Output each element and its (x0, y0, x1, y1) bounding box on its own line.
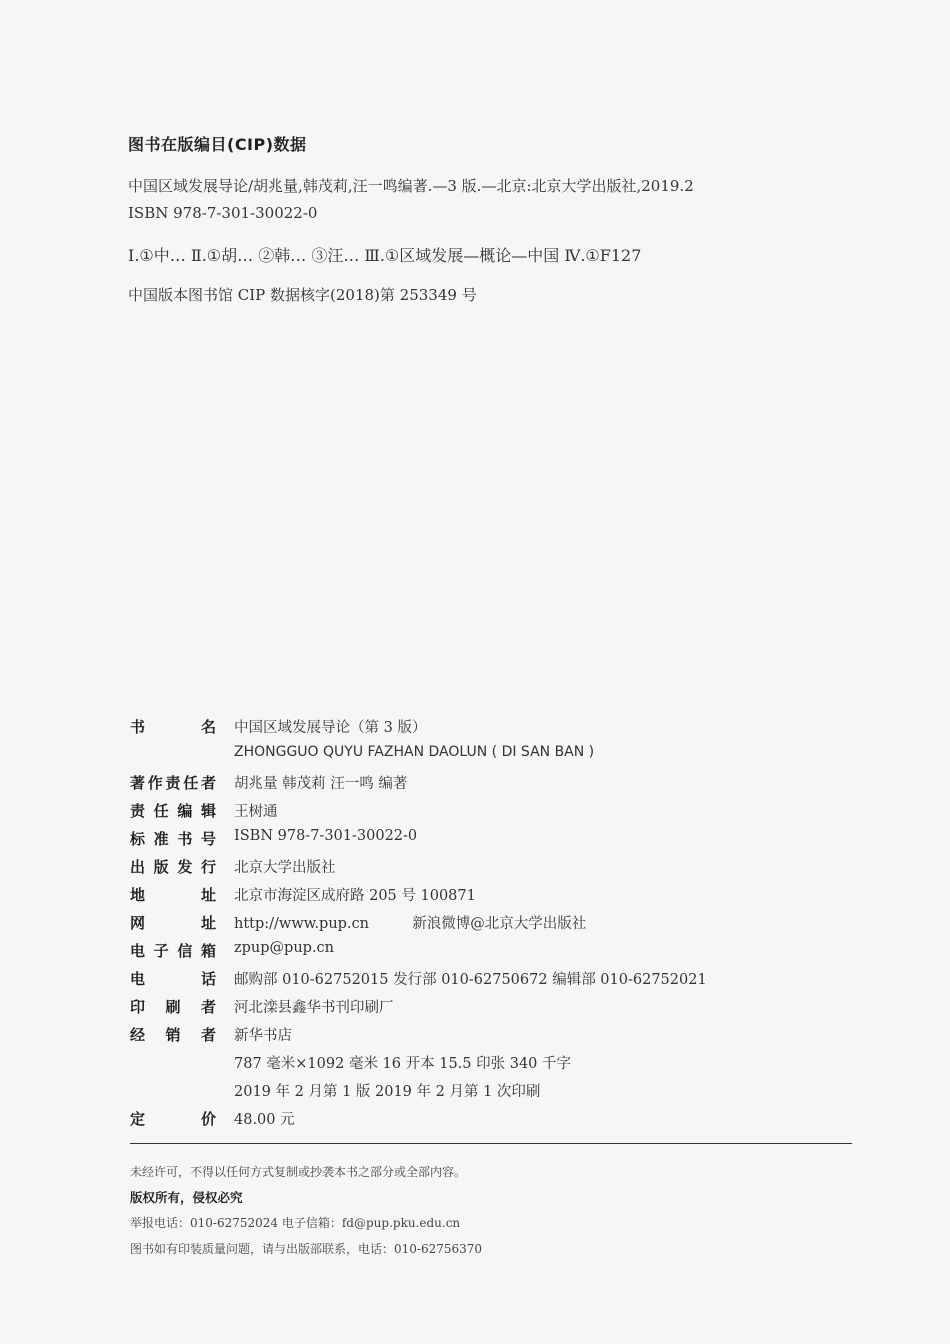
format-value: 787 毫米×1092 毫米 16 开本 15.5 印张 340 千字 (234, 1056, 572, 1072)
isbn-label: 标 准 书 号 (130, 830, 216, 848)
publisher-value: 北京大学出版社 (234, 860, 336, 876)
printer-label: 印 刷 者 (130, 998, 216, 1016)
copy-prohibition-notice: 未经许可，不得以任何方式复制或抄袭本书之部分或全部内容。 (130, 1165, 467, 1179)
address-value: 北京市海淀区成府路 205 号 100871 (234, 888, 476, 904)
divider-line (130, 1143, 852, 1144)
distributor-label: 经 销 者 (130, 1026, 216, 1044)
cip-isbn-line: ISBN 978-7-301-30022-0 (128, 204, 318, 222)
book-name-label: 书 名 (130, 718, 216, 736)
phone-value: 邮购部 010-62752015 发行部 010-62750672 编辑部 010-62752021 (234, 972, 707, 988)
book-name-pinyin: ZHONGGUO QUYU FAZHAN DAOLUN ( DI SAN BAN ) (234, 744, 595, 760)
email-label: 电 子 信 箱 (130, 942, 216, 960)
cip-classification-line: Ⅰ.①中… Ⅱ.①胡… ②韩… ③汪… Ⅲ.①区域发展—概论—中国 Ⅳ.①F127 (128, 246, 642, 265)
cip-bibliographic-line: 中国区域发展导论/胡兆量,韩茂莉,汪一鸣编著.—3 版.—北京:北京大学出版社,2019.2 (128, 177, 694, 195)
publisher-label: 出 版 发 行 (130, 858, 216, 876)
weibo-handle: 新浪微博@北京大学出版社 (412, 916, 587, 932)
phone-label: 电 话 (130, 970, 216, 988)
address-label: 地 址 (130, 886, 216, 904)
copyright-notice: 版权所有，侵权必究 (130, 1190, 243, 1205)
website-label: 网 址 (130, 914, 216, 932)
website-url[interactable]: http://www.pup.cn (234, 916, 370, 932)
authors-label: 著 作 责 任 者 (130, 774, 216, 792)
cip-title: 图书在版编目(CIP)数据 (128, 135, 307, 154)
price-value: 48.00 元 (234, 1112, 295, 1128)
book-name-value: 中国区域发展导论（第 3 版） (234, 720, 427, 736)
email-value[interactable]: zpup@pup.cn (234, 940, 335, 956)
website-value (234, 912, 586, 933)
editor-label: 责 任 编 辑 (130, 802, 216, 820)
price-label: 定 价 (130, 1110, 216, 1128)
authors-value: 胡兆量 韩茂莉 汪一鸣 编著 (234, 776, 408, 792)
distributor-value: 新华书店 (234, 1028, 292, 1044)
isbn-value: ISBN 978-7-301-30022-0 (234, 828, 418, 844)
quality-contact: 图书如有印装质量问题，请与出版部联系，电话：010-62756370 (130, 1242, 483, 1256)
editor-value: 王树通 (234, 804, 278, 820)
cip-record-number-line: 中国版本图书馆 CIP 数据核字(2018)第 253349 号 (128, 286, 477, 304)
report-contact: 举报电话：010-62752024 电子信箱：fd@pup.pku.edu.cn (130, 1216, 461, 1230)
printer-value: 河北滦县鑫华书刊印刷厂 (234, 1000, 394, 1016)
edition-value: 2019 年 2 月第 1 版 2019 年 2 月第 1 次印刷 (234, 1084, 541, 1100)
